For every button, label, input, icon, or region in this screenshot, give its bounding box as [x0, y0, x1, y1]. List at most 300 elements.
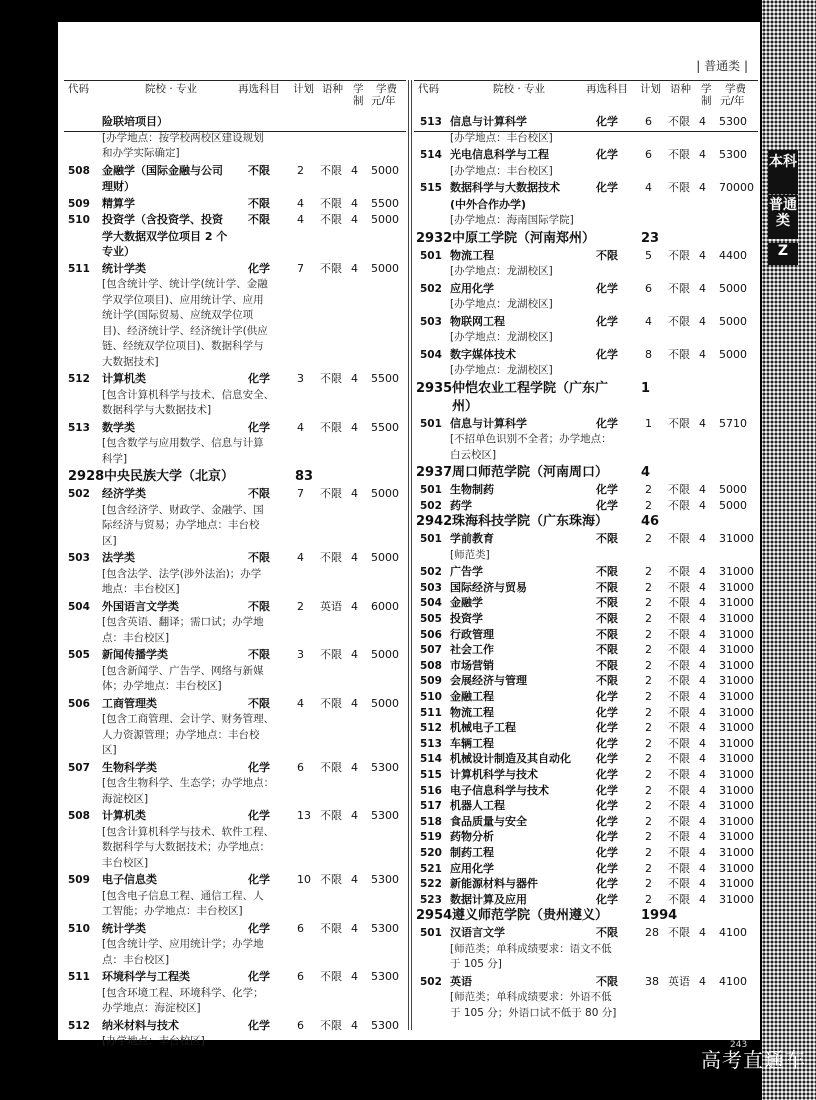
language: 不限 — [320, 921, 342, 935]
institution-code: 2942 — [416, 514, 453, 530]
language: 不限 — [668, 658, 690, 672]
program-row — [68, 261, 413, 277]
tuition-fee: 31000 — [719, 799, 754, 813]
program-row — [68, 921, 413, 937]
required-subject: 化学 — [596, 690, 618, 703]
institution-code: 2954 — [416, 908, 453, 924]
program-row — [416, 416, 761, 432]
program-code: 516 — [420, 784, 442, 797]
language: 不限 — [668, 596, 690, 610]
language: 不限 — [668, 532, 690, 546]
program-code: 521 — [420, 862, 442, 875]
required-subject: 化学 — [248, 760, 270, 774]
institution-plan: 1 — [641, 380, 651, 396]
institution-plan: 83 — [295, 469, 314, 484]
language: 不限 — [668, 674, 690, 688]
institution-name: 中原工学院（河南郑州） — [452, 230, 596, 246]
required-subject: 不限 — [596, 674, 618, 688]
program-name: 数学类 — [102, 420, 135, 434]
program-code: 505 — [420, 613, 442, 625]
enrollment-plan: 4 — [645, 181, 652, 194]
enrollment-plan: 2 — [645, 498, 652, 512]
enrollment-plan: 2 — [645, 643, 652, 657]
program-name: 计算机类 — [102, 372, 146, 385]
required-subject: 化学 — [596, 768, 618, 781]
program-code: 512 — [68, 373, 90, 385]
tuition-fee: 31000 — [719, 596, 754, 610]
language: 不限 — [668, 148, 690, 161]
required-subject: 不限 — [596, 643, 618, 657]
language: 不限 — [668, 643, 690, 657]
note-line: 人力资源管理；办学地点：丰台校 — [102, 728, 260, 741]
enrollment-plan: 2 — [645, 532, 652, 546]
institution-code: 2928 — [68, 469, 105, 484]
note-line: [办学地点：丰台校区] — [450, 164, 553, 177]
study-years: 4 — [699, 181, 706, 194]
program-row — [68, 696, 413, 712]
study-years: 4 — [699, 861, 706, 875]
enrollment-plan: 2 — [645, 690, 652, 703]
study-years: 4 — [699, 974, 706, 988]
program-name: 金融学 — [450, 596, 483, 610]
tuition-fee: 70000 — [719, 181, 754, 194]
tuition-fee: 31000 — [719, 674, 754, 688]
tuition-fee: 31000 — [719, 612, 754, 625]
program-row — [416, 925, 761, 941]
language: 不限 — [668, 892, 690, 906]
program-code: 502 — [420, 566, 442, 579]
language: 不限 — [668, 877, 690, 891]
tuition-fee: 4400 — [719, 248, 747, 262]
note-line: 点：丰台校区] — [102, 631, 170, 644]
language: 不限 — [668, 281, 690, 295]
program-row — [416, 180, 761, 196]
language: 不限 — [320, 873, 342, 886]
study-years: 4 — [351, 261, 358, 275]
program-row — [68, 371, 413, 387]
program-row — [68, 196, 413, 212]
tuition-fee: 31000 — [719, 643, 754, 657]
program-name-continued — [102, 114, 168, 130]
program-code: 506 — [420, 628, 442, 641]
program-note — [450, 432, 612, 463]
enrollment-plan: 10 — [297, 873, 311, 886]
language: 不限 — [320, 551, 342, 564]
program-code: 513 — [420, 116, 442, 128]
language: 不限 — [320, 809, 342, 822]
enrollment-plan: 2 — [645, 580, 652, 594]
program-name: 物联网工程 — [450, 314, 505, 328]
language: 不限 — [668, 483, 690, 496]
note-line: 海淀校区] — [102, 792, 149, 805]
program-note — [450, 164, 553, 180]
language: 不限 — [668, 314, 690, 328]
program-row — [68, 163, 413, 179]
note-line: [办学地点：丰台校区] — [102, 1035, 205, 1047]
tuition-fee: 5500 — [371, 196, 399, 210]
study-years: 4 — [699, 643, 706, 657]
language: 不限 — [668, 416, 690, 430]
program-note — [102, 986, 264, 1017]
enrollment-plan: 2 — [645, 861, 652, 875]
tuition-fee: 31000 — [719, 658, 754, 672]
note-line: (中外合作办学) — [450, 197, 527, 211]
program-name: 物流工程 — [450, 705, 494, 719]
institution-plan: 1994 — [641, 908, 678, 924]
language: 不限 — [668, 861, 690, 875]
program-name: 信息与计算科学 — [450, 115, 527, 128]
program-code: 501 — [420, 484, 442, 496]
enrollment-plan: 2 — [645, 877, 652, 891]
language: 不限 — [668, 115, 690, 128]
note-line: 科学] — [102, 452, 128, 465]
program-row — [68, 808, 413, 824]
enrollment-plan: 6 — [297, 970, 304, 983]
tuition-fee: 5000 — [371, 551, 399, 564]
enrollment-plan: 2 — [645, 846, 652, 859]
study-years: 4 — [351, 921, 358, 935]
program-row — [68, 969, 413, 985]
program-note — [102, 664, 264, 695]
required-subject: 化学 — [596, 115, 618, 128]
program-code: 510 — [68, 922, 90, 935]
tuition-fee: 31000 — [719, 565, 754, 579]
enrollment-plan: 4 — [645, 314, 652, 328]
required-subject: 化学 — [248, 261, 270, 275]
program-code: 501 — [420, 533, 442, 546]
program-row — [416, 845, 761, 861]
language: 英语 — [668, 974, 690, 988]
program-row — [416, 861, 761, 877]
note-line: 统计学(国际贸易、应统双学位项 — [102, 309, 254, 321]
program-row — [416, 627, 761, 643]
tuition-fee: 31000 — [719, 705, 754, 719]
study-years: 4 — [699, 314, 706, 328]
program-name: 经济学类 — [102, 487, 146, 500]
note-line: [包含生物科学、生态学；办学地点： — [102, 777, 275, 789]
institution-code: 2937 — [416, 465, 453, 480]
note-line: 区] — [102, 744, 117, 756]
tuition-fee: 31000 — [719, 736, 754, 750]
program-name: 外国语言文学类 — [102, 599, 179, 613]
language: 不限 — [320, 696, 342, 710]
study-years: 4 — [699, 705, 706, 719]
program-name: 生物制药 — [450, 483, 494, 496]
program-code: 508 — [420, 659, 442, 672]
program-note — [450, 990, 616, 1021]
required-subject: 不限 — [596, 612, 618, 625]
tuition-fee: 5000 — [719, 281, 747, 295]
tuition-fee: 5000 — [719, 347, 747, 361]
required-subject: 化学 — [596, 892, 618, 906]
program-code: 520 — [420, 847, 442, 859]
program-row — [416, 751, 761, 767]
institution-name-continued: 州） — [452, 398, 479, 414]
institution-row — [416, 464, 761, 482]
institution-name: 珠海科技学院（广东珠海） — [452, 514, 609, 530]
required-subject: 化学 — [596, 181, 618, 194]
institution-plan: 4 — [641, 465, 651, 480]
study-years: 4 — [699, 926, 706, 940]
study-years: 4 — [351, 970, 358, 983]
language: 不限 — [668, 347, 690, 361]
program-code: 502 — [420, 975, 442, 988]
program-name: 新能源材料与器件 — [450, 877, 538, 891]
program-note — [102, 567, 261, 598]
side-tab-letter: Z — [768, 243, 798, 265]
required-subject: 不限 — [248, 696, 270, 710]
program-code: 511 — [68, 262, 90, 275]
program-note — [450, 264, 553, 280]
program-row — [68, 212, 413, 228]
program-row — [416, 482, 761, 498]
enrollment-plan: 6 — [645, 115, 652, 128]
program-name: 法学类 — [102, 551, 135, 564]
header-subject: 再选科目 — [238, 83, 280, 95]
program-row — [68, 486, 413, 502]
language: 不限 — [668, 580, 690, 594]
program-row — [68, 550, 413, 566]
study-years: 4 — [699, 674, 706, 688]
side-tab-undergrad: 本科 — [768, 150, 798, 194]
required-subject: 不限 — [248, 551, 270, 564]
language: 不限 — [668, 690, 690, 703]
tuition-fee: 5000 — [371, 648, 399, 661]
program-code: 508 — [68, 164, 90, 177]
program-name: 环境科学与工程类 — [102, 970, 190, 983]
program-code: 501 — [420, 417, 442, 430]
header-code: 代码 — [68, 83, 89, 95]
note-line: [办学地点：龙湖校区] — [450, 265, 553, 277]
note-line: 地点：丰台校区] — [102, 583, 180, 595]
note-line: 大数据技术] — [102, 355, 159, 368]
institution-name: 周口师范学院（河南周口） — [452, 465, 609, 480]
tuition-fee: 31000 — [719, 768, 754, 781]
language: 不限 — [320, 196, 342, 210]
program-name: 食品质量与安全 — [450, 814, 527, 828]
institution-name: 中央民族大学（北京） — [104, 469, 235, 484]
program-row — [416, 892, 761, 908]
tuition-fee: 5710 — [719, 416, 747, 430]
program-name: 市场营销 — [450, 658, 494, 672]
enrollment-plan: 1 — [645, 416, 652, 430]
note-line: 链、经统双学位项目)、数据科学与 — [102, 340, 264, 352]
note-line: [包含统计学、统计学(统计学、金融 — [102, 278, 268, 290]
language: 不限 — [668, 565, 690, 579]
tuition-fee: 5500 — [371, 372, 399, 385]
study-years: 4 — [699, 830, 706, 844]
language: 不限 — [668, 830, 690, 844]
note-line: [师范类；单科成绩要求：语文不低 — [450, 942, 612, 955]
study-years: 4 — [699, 596, 706, 610]
tuition-fee: 5000 — [371, 487, 399, 500]
program-name: 纳米材料与技术 — [102, 1018, 179, 1032]
study-years: 4 — [699, 565, 706, 579]
program-name: 机械设计制造及其自动化 — [450, 752, 571, 766]
program-name: 应用化学 — [450, 281, 494, 295]
enrollment-plan: 2 — [297, 599, 304, 613]
program-note — [102, 712, 274, 759]
required-subject: 化学 — [596, 830, 618, 844]
required-subject: 化学 — [596, 416, 618, 430]
tuition-fee: 5000 — [719, 498, 747, 512]
note-line: [师范类；单科成绩要求：外语不低 — [450, 991, 612, 1004]
note-line: [不招单色识别不全者；办学地点： — [450, 433, 612, 445]
enrollment-plan: 5 — [645, 248, 652, 262]
program-row — [416, 281, 761, 297]
study-years: 4 — [699, 846, 706, 859]
language: 不限 — [320, 213, 342, 226]
program-name: 精算学 — [102, 196, 135, 210]
program-row — [68, 872, 413, 888]
note-line: 理财） — [102, 180, 135, 193]
enrollment-plan: 2 — [645, 799, 652, 813]
tuition-fee: 5300 — [719, 148, 747, 161]
program-code: 503 — [68, 552, 90, 564]
language: 不限 — [668, 181, 690, 194]
program-code: 519 — [420, 831, 442, 844]
tuition-fee: 5000 — [371, 163, 399, 177]
study-years: 4 — [351, 551, 358, 564]
note-line: [包含计算机科学与技术、软件工程、 — [102, 825, 275, 838]
language: 不限 — [668, 768, 690, 781]
note-line: [办学地点：龙湖校区] — [450, 331, 553, 343]
required-subject: 不限 — [248, 648, 270, 661]
enrollment-plan: 7 — [297, 487, 304, 500]
tuition-fee: 6000 — [371, 599, 399, 613]
program-code: 504 — [68, 600, 90, 613]
program-code: 511 — [68, 971, 90, 983]
program-name: 金融工程 — [450, 690, 494, 703]
program-name: 社会工作 — [450, 643, 494, 657]
note-line: 学大数据双学位项目 2 个 — [102, 229, 228, 243]
required-subject: 化学 — [248, 970, 270, 983]
enrollment-plan: 6 — [645, 281, 652, 295]
study-years: 4 — [351, 420, 358, 434]
institution-row — [416, 380, 761, 398]
required-subject: 不限 — [248, 196, 270, 210]
enrollment-plan: 7 — [297, 261, 304, 275]
program-name: 投资学 — [450, 612, 483, 625]
tuition-fee: 31000 — [719, 892, 754, 906]
program-row — [416, 767, 761, 783]
tuition-fee: 5300 — [371, 970, 399, 983]
note-line: 点：丰台校区] — [102, 953, 170, 966]
program-row — [416, 876, 761, 892]
program-code: 504 — [420, 597, 442, 610]
study-years: 4 — [351, 487, 358, 500]
enrollment-plan: 6 — [297, 1018, 304, 1032]
program-name: 国际经济与贸易 — [450, 580, 527, 594]
header-subject: 再选科目 — [586, 83, 628, 95]
study-years: 4 — [699, 148, 706, 161]
study-years: 4 — [351, 760, 358, 774]
enrollment-plan: 2 — [645, 674, 652, 688]
study-years: 4 — [699, 690, 706, 703]
study-years: 4 — [351, 1018, 358, 1032]
required-subject: 化学 — [248, 420, 270, 434]
tuition-fee: 31000 — [719, 814, 754, 828]
tuition-fee: 31000 — [719, 580, 754, 594]
enrollment-plan: 2 — [645, 752, 652, 766]
study-years: 4 — [699, 768, 706, 781]
note-line: 办学地点：海淀校区] — [102, 1002, 201, 1014]
note-line: 际经济与贸易；办学地点：丰台校 — [102, 519, 260, 531]
page-number: 243 — [730, 1040, 748, 1050]
program-name: 机器人工程 — [450, 799, 505, 813]
header-name: 院校 · 专业 — [492, 83, 545, 95]
language: 不限 — [320, 970, 342, 983]
program-code: 509 — [420, 675, 442, 688]
study-years: 4 — [699, 416, 706, 430]
program-name: 统计学类 — [102, 261, 146, 275]
study-years: 4 — [351, 163, 358, 177]
header-lang: 语种 — [322, 83, 343, 95]
enrollment-plan: 2 — [645, 721, 652, 735]
note-line: 目)、经济统计学、经济统计学(供应 — [102, 324, 268, 337]
required-subject: 不限 — [248, 163, 270, 177]
note-line: 于 105 分；外语口试不低于 80 分] — [450, 1006, 617, 1019]
program-code: 509 — [68, 874, 90, 886]
program-name: 会展经济与管理 — [450, 674, 527, 688]
program-row — [416, 147, 761, 163]
study-years: 4 — [699, 877, 706, 891]
program-row — [416, 974, 761, 990]
enrollment-plan: 2 — [645, 565, 652, 579]
tuition-fee: 4100 — [719, 974, 747, 988]
required-subject: 化学 — [248, 1018, 270, 1032]
tuition-fee: 5000 — [371, 261, 399, 275]
tuition-fee: 4100 — [719, 926, 747, 940]
program-name: 计算机类 — [102, 809, 146, 822]
program-note — [102, 388, 274, 419]
required-subject: 化学 — [248, 809, 270, 822]
study-years: 4 — [699, 498, 706, 512]
institution-name: 仲恺农业工程学院（广东广 — [452, 380, 609, 396]
program-name: 电子信息类 — [102, 873, 157, 886]
language: 不限 — [320, 163, 342, 177]
note-line: [办学地点：龙湖校区] — [450, 298, 553, 310]
program-name: 数据计算及应用 — [450, 892, 527, 906]
program-row — [416, 498, 761, 514]
required-subject: 不限 — [596, 974, 618, 988]
study-years: 4 — [351, 599, 358, 613]
program-row — [416, 720, 761, 736]
enrollment-plan: 4 — [297, 196, 304, 210]
enrollment-plan: 2 — [645, 830, 652, 844]
program-name: 车辆工程 — [450, 736, 494, 750]
required-subject: 化学 — [248, 873, 270, 886]
note-line: [办学地点：龙湖校区] — [450, 364, 553, 376]
note-line: [包含法学、法学(涉外法治)；办学 — [102, 567, 262, 580]
header-fee-b: 元/年 — [720, 95, 745, 107]
language: 不限 — [320, 261, 342, 275]
required-subject: 化学 — [596, 861, 618, 875]
institution-row — [416, 230, 761, 248]
program-name: 广告学 — [450, 565, 483, 579]
language: 不限 — [668, 721, 690, 735]
program-row — [68, 647, 413, 663]
language: 不限 — [668, 752, 690, 766]
program-name: 药物分析 — [450, 830, 494, 844]
program-code: 505 — [68, 649, 90, 661]
program-row — [416, 783, 761, 799]
tuition-fee: 31000 — [719, 752, 754, 766]
program-name: 学前教育 — [450, 532, 494, 546]
study-years: 4 — [699, 658, 706, 672]
program-code: 512 — [420, 722, 442, 735]
note-line: 工智能；办学地点：丰台校区] — [102, 905, 243, 917]
